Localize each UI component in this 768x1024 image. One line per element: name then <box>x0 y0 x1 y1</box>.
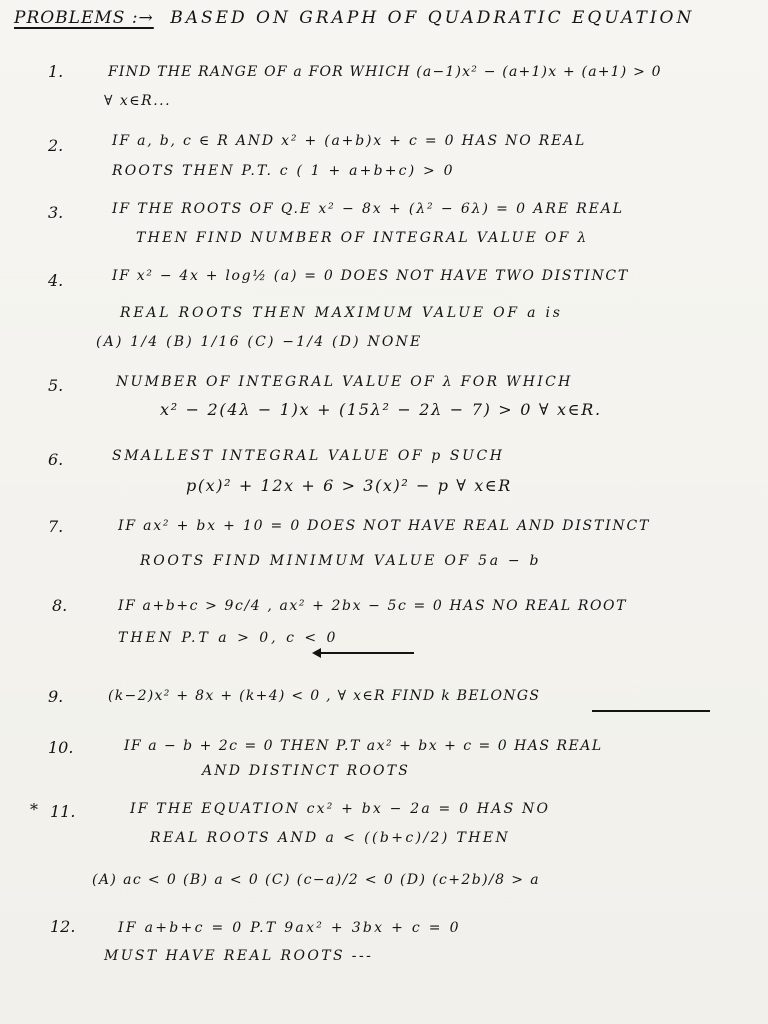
answer-underline <box>592 710 710 712</box>
problem-number: 4. <box>48 271 64 290</box>
problem-number: 10. <box>48 738 74 757</box>
title-heading: BASED ON GRAPH OF QUADRATIC EQUATION <box>170 8 695 28</box>
problem-number: 11. <box>50 802 76 821</box>
problem-text-line: NUMBER OF INTEGRAL VALUE OF λ FOR WHICH <box>116 374 573 390</box>
problem-number: 7. <box>48 517 64 536</box>
problem-text-line: FIND THE RANGE OF a FOR WHICH (a−1)x² − (a+1)x + (a+1) > 0 <box>108 64 662 80</box>
problem-text-line: MUST HAVE REAL ROOTS --- <box>104 948 374 964</box>
problem-text-line: IF ax² + bx + 10 = 0 DOES NOT HAVE REAL AND DISTINCT <box>118 518 651 534</box>
problem-number: 12. <box>50 917 76 936</box>
problem-text-line: THEN FIND NUMBER OF INTEGRAL VALUE OF λ <box>136 230 589 246</box>
page-title <box>14 8 694 28</box>
problem-number: 9. <box>48 687 64 706</box>
problem-text-line: THEN P.T a > 0, c < 0 <box>118 630 339 646</box>
problem-text-line: ∀ x∈R... <box>104 93 172 109</box>
problem-text-line: (k−2)x² + 8x + (k+4) < 0 , ∀ x∈R FIND k BELONGS <box>108 688 541 704</box>
problem-text-line: IF a+b+c > 9c/4 , ax² + 2bx − 5c = 0 HAS NO REAL ROOT <box>118 598 628 614</box>
answer-options: (A) ac < 0 (B) a < 0 (C) (c−a)/2 < 0 (D) (c+2b)/8 > a <box>92 872 540 888</box>
problem-equation: x² − 2(4λ − 1)x + (15λ² − 2λ − 7) > 0 ∀ x∈R. <box>160 400 602 419</box>
problem-text-line: ROOTS FIND MINIMUM VALUE OF 5a − b <box>140 553 542 569</box>
problem-text-line: IF a, b, c ∈ R AND x² + (a+b)x + c = 0 HAS NO REAL <box>112 133 587 149</box>
problem-text-line: IF THE ROOTS OF Q.E x² − 8x + (λ² − 6λ) = 0 ARE REAL <box>112 201 624 217</box>
problem-text-line: IF a − b + 2c = 0 THEN P.T ax² + bx + c = 0 HAS REAL <box>124 738 603 754</box>
problem-number: 6. <box>48 450 64 469</box>
problem-text-line: SMALLEST INTEGRAL VALUE OF p SUCH <box>112 448 505 464</box>
problem-text-line: REAL ROOTS AND a < ((b+c)/2) THEN <box>150 830 511 846</box>
problem-text-line: AND DISTINCT ROOTS <box>202 763 411 779</box>
answer-underline <box>318 652 414 654</box>
problem-number: 8. <box>52 596 68 615</box>
problem-number: 5. <box>48 376 64 395</box>
title-lead: PROBLEMS :→ <box>14 8 154 28</box>
problem-text-line: ROOTS THEN P.T. c ( 1 + a+b+c) > 0 <box>112 163 455 179</box>
problem-text-line: REAL ROOTS THEN MAXIMUM VALUE OF a is <box>120 305 563 321</box>
problem-number: 3. <box>48 203 64 222</box>
problem-text-line: IF a+b+c = 0 P.T 9ax² + 3bx + c = 0 <box>118 920 461 936</box>
problem-text-line: IF THE EQUATION cx² + bx − 2a = 0 HAS NO <box>130 801 551 817</box>
problem-number: 2. <box>48 136 64 155</box>
arrow-left-icon <box>312 648 321 658</box>
problem-equation: p(x)² + 12x + 6 > 3(x)² − p ∀ x∈R <box>186 476 512 495</box>
important-star-icon: * <box>30 800 38 819</box>
problem-number: 1. <box>48 62 64 81</box>
answer-options: (A) 1/4 (B) 1/16 (C) −1/4 (D) NONE <box>96 334 423 350</box>
problem-text-line: IF x² − 4x + log½ (a) = 0 DOES NOT HAVE TWO DISTINCT <box>112 268 629 284</box>
